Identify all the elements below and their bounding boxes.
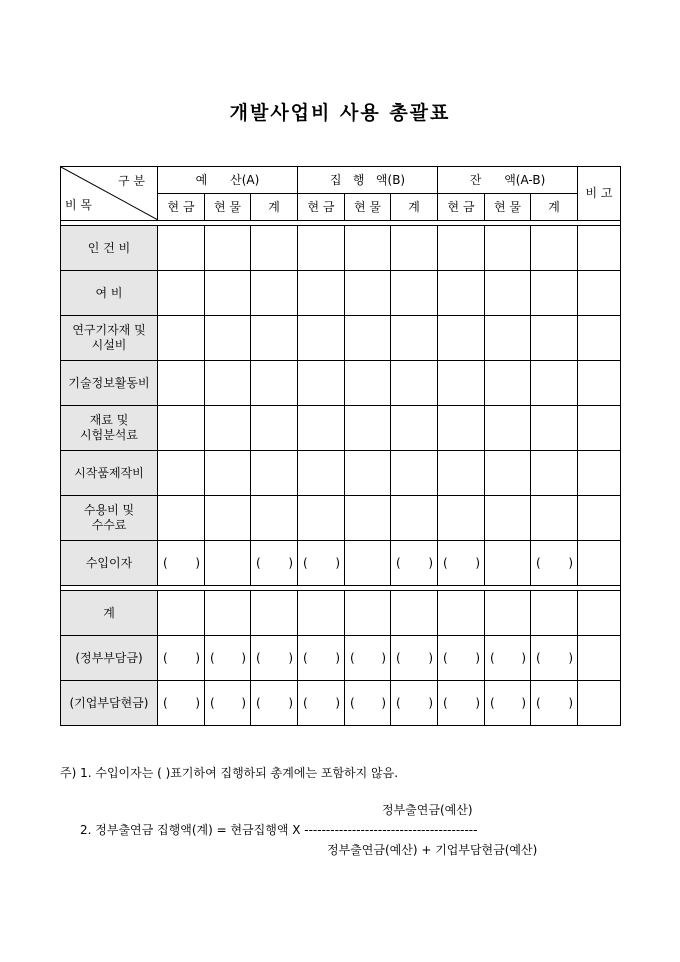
amount-cell[interactable] bbox=[251, 541, 298, 586]
amount-cell[interactable] bbox=[158, 361, 205, 406]
paren-open: ( bbox=[536, 695, 541, 710]
amount-cell[interactable] bbox=[391, 361, 438, 406]
paren-open: ( bbox=[210, 650, 215, 665]
table-row bbox=[61, 271, 621, 316]
row-label: (정부부담금) bbox=[61, 636, 158, 681]
amount-cell[interactable] bbox=[485, 681, 531, 726]
amount-cell[interactable] bbox=[251, 361, 298, 406]
budget-summary-table bbox=[60, 166, 621, 726]
amount-cell[interactable] bbox=[531, 636, 578, 681]
paren-open: ( bbox=[396, 555, 401, 570]
amount-cell[interactable] bbox=[438, 681, 485, 726]
amount-cell[interactable] bbox=[391, 226, 438, 271]
amount-cell[interactable] bbox=[531, 406, 578, 451]
amount-cell[interactable] bbox=[205, 636, 251, 681]
amount-cell[interactable] bbox=[391, 541, 438, 586]
header-bigo: 비 고 bbox=[578, 167, 621, 221]
paren-close: ) bbox=[521, 695, 526, 710]
sub-header-inkind: 현 물 bbox=[485, 194, 531, 221]
paren-open: ( bbox=[443, 695, 448, 710]
remark-cell[interactable] bbox=[578, 406, 621, 451]
paren-close: ) bbox=[568, 555, 573, 570]
amount-cell[interactable] bbox=[345, 316, 391, 361]
sub-header-cash: 현 금 bbox=[438, 194, 485, 221]
amount-cell[interactable] bbox=[531, 271, 578, 316]
remark-cell[interactable] bbox=[578, 316, 621, 361]
paren-close: ) bbox=[381, 650, 386, 665]
paren-close: ) bbox=[335, 650, 340, 665]
amount-cell[interactable] bbox=[345, 361, 391, 406]
remark-cell[interactable] bbox=[578, 496, 621, 541]
amount-cell[interactable] bbox=[391, 636, 438, 681]
remark-cell[interactable] bbox=[578, 271, 621, 316]
paren-open: ( bbox=[536, 650, 541, 665]
amount-cell[interactable] bbox=[391, 591, 438, 636]
amount-cell[interactable] bbox=[345, 591, 391, 636]
amount-cell[interactable] bbox=[485, 406, 531, 451]
remark-cell[interactable] bbox=[578, 636, 621, 681]
header-balance: 잔 액(A-B) bbox=[438, 167, 578, 194]
amount-cell[interactable] bbox=[158, 591, 205, 636]
paren-open: ( bbox=[256, 650, 261, 665]
amount-cell[interactable] bbox=[485, 271, 531, 316]
amount-cell[interactable] bbox=[531, 361, 578, 406]
sub-header-cash: 현 금 bbox=[298, 194, 345, 221]
paren-open: ( bbox=[163, 555, 168, 570]
amount-cell[interactable] bbox=[205, 591, 251, 636]
amount-cell[interactable] bbox=[298, 271, 345, 316]
row-label: 재료 및 시험분석료 bbox=[61, 406, 158, 451]
sub-header-inkind: 현 물 bbox=[345, 194, 391, 221]
row-label: (기업부담현금) bbox=[61, 681, 158, 726]
amount-cell[interactable] bbox=[298, 406, 345, 451]
amount-cell[interactable] bbox=[158, 451, 205, 496]
amount-cell[interactable] bbox=[438, 496, 485, 541]
amount-cell[interactable] bbox=[205, 316, 251, 361]
paren-open: ( bbox=[443, 650, 448, 665]
amount-cell[interactable] bbox=[345, 496, 391, 541]
remark-cell[interactable] bbox=[578, 451, 621, 496]
amount-cell[interactable] bbox=[438, 406, 485, 451]
table-row bbox=[61, 406, 621, 451]
table-row bbox=[61, 681, 621, 726]
paren-open: ( bbox=[490, 695, 495, 710]
amount-cell[interactable] bbox=[438, 636, 485, 681]
amount-cell[interactable] bbox=[485, 361, 531, 406]
amount-cell[interactable] bbox=[158, 541, 205, 586]
table-row bbox=[61, 591, 621, 636]
amount-cell[interactable] bbox=[158, 316, 205, 361]
amount-cell[interactable] bbox=[205, 226, 251, 271]
amount-cell[interactable] bbox=[345, 636, 391, 681]
table-row bbox=[61, 361, 621, 406]
paren-open: ( bbox=[163, 650, 168, 665]
page-title: 개발사업비 사용 총괄표 bbox=[229, 102, 451, 124]
sub-header-inkind: 현 물 bbox=[205, 194, 251, 221]
amount-cell[interactable] bbox=[158, 681, 205, 726]
amount-cell[interactable] bbox=[345, 451, 391, 496]
paren-open: ( bbox=[303, 650, 308, 665]
amount-cell[interactable] bbox=[251, 681, 298, 726]
paren-close: ) bbox=[521, 650, 526, 665]
paren-close: ) bbox=[288, 555, 293, 570]
paren-open: ( bbox=[256, 695, 261, 710]
amount-cell[interactable] bbox=[205, 541, 251, 586]
note-2-formula: 2. 정부출연금 집행액(계) = 현금집행액 X ---------------------------------------- bbox=[80, 823, 478, 837]
amount-cell[interactable] bbox=[438, 271, 485, 316]
amount-cell[interactable] bbox=[485, 636, 531, 681]
amount-cell[interactable] bbox=[298, 226, 345, 271]
paren-open: ( bbox=[536, 555, 541, 570]
row-label: 계 bbox=[61, 591, 158, 636]
paren-close: ) bbox=[568, 650, 573, 665]
amount-cell[interactable] bbox=[438, 591, 485, 636]
amount-cell[interactable] bbox=[298, 681, 345, 726]
amount-cell[interactable] bbox=[345, 541, 391, 586]
amount-cell[interactable] bbox=[205, 271, 251, 316]
amount-cell[interactable] bbox=[485, 226, 531, 271]
paren-open: ( bbox=[350, 695, 355, 710]
amount-cell[interactable] bbox=[485, 451, 531, 496]
amount-cell[interactable] bbox=[531, 541, 578, 586]
amount-cell[interactable] bbox=[485, 316, 531, 361]
paren-open: ( bbox=[396, 695, 401, 710]
amount-cell[interactable] bbox=[485, 496, 531, 541]
paren-close: ) bbox=[288, 695, 293, 710]
paren-close: ) bbox=[335, 555, 340, 570]
remark-cell[interactable] bbox=[578, 226, 621, 271]
paren-open: ( bbox=[350, 650, 355, 665]
paren-close: ) bbox=[335, 695, 340, 710]
paren-open: ( bbox=[303, 555, 308, 570]
paren-close: ) bbox=[475, 555, 480, 570]
paren-close: ) bbox=[195, 555, 200, 570]
amount-cell[interactable] bbox=[158, 406, 205, 451]
amount-cell[interactable] bbox=[205, 496, 251, 541]
amount-cell[interactable] bbox=[438, 541, 485, 586]
header-bimok: 비 목 bbox=[65, 198, 92, 212]
table-row bbox=[61, 316, 621, 361]
table-row bbox=[61, 636, 621, 681]
amount-cell[interactable] bbox=[345, 681, 391, 726]
table-row bbox=[61, 451, 621, 496]
remark-cell[interactable] bbox=[578, 681, 621, 726]
amount-cell[interactable] bbox=[158, 271, 205, 316]
row-label: 시작품제작비 bbox=[61, 451, 158, 496]
paren-close: ) bbox=[195, 650, 200, 665]
row-label: 기술정보활동비 bbox=[61, 361, 158, 406]
paren-close: ) bbox=[475, 695, 480, 710]
header-gubun: 구 분 bbox=[118, 174, 145, 188]
amount-cell[interactable] bbox=[345, 226, 391, 271]
amount-cell[interactable] bbox=[531, 316, 578, 361]
paren-close: ) bbox=[475, 650, 480, 665]
amount-cell[interactable] bbox=[531, 226, 578, 271]
paren-close: ) bbox=[428, 650, 433, 665]
amount-cell[interactable] bbox=[438, 361, 485, 406]
paren-close: ) bbox=[428, 555, 433, 570]
remark-cell[interactable] bbox=[578, 361, 621, 406]
sub-header-total: 계 bbox=[531, 194, 578, 221]
sub-header-cash: 현 금 bbox=[158, 194, 205, 221]
amount-cell[interactable] bbox=[298, 591, 345, 636]
note-1: 주) 1. 수입이자는 ( )표기하여 집행하되 총계에는 포함하지 않음. bbox=[60, 766, 399, 780]
paren-open: ( bbox=[490, 650, 495, 665]
paren-close: ) bbox=[288, 650, 293, 665]
amount-cell[interactable] bbox=[251, 316, 298, 361]
table-row bbox=[61, 541, 621, 586]
amount-cell[interactable] bbox=[485, 541, 531, 586]
header-executed: 집 행 액(B) bbox=[298, 167, 438, 194]
amount-cell[interactable] bbox=[298, 316, 345, 361]
amount-cell[interactable] bbox=[345, 271, 391, 316]
amount-cell[interactable] bbox=[438, 226, 485, 271]
table-row bbox=[61, 226, 621, 271]
paren-close: ) bbox=[241, 650, 246, 665]
paren-open: ( bbox=[443, 555, 448, 570]
amount-cell[interactable] bbox=[438, 316, 485, 361]
paren-close: ) bbox=[381, 695, 386, 710]
remark-cell[interactable] bbox=[578, 591, 621, 636]
paren-open: ( bbox=[256, 555, 261, 570]
amount-cell[interactable] bbox=[298, 361, 345, 406]
amount-cell[interactable] bbox=[298, 451, 345, 496]
sub-header-total: 계 bbox=[391, 194, 438, 221]
amount-cell[interactable] bbox=[438, 451, 485, 496]
row-label: 인 건 비 bbox=[61, 226, 158, 271]
paren-close: ) bbox=[241, 695, 246, 710]
amount-cell[interactable] bbox=[531, 681, 578, 726]
amount-cell[interactable] bbox=[251, 591, 298, 636]
amount-cell[interactable] bbox=[251, 406, 298, 451]
row-label: 수용비 및 수수료 bbox=[61, 496, 158, 541]
header-corner-cell bbox=[61, 167, 158, 221]
paren-open: ( bbox=[303, 695, 308, 710]
amount-cell[interactable] bbox=[158, 496, 205, 541]
amount-cell[interactable] bbox=[205, 406, 251, 451]
row-label: 여 비 bbox=[61, 271, 158, 316]
amount-cell[interactable] bbox=[251, 636, 298, 681]
note-2-numerator: 정부출연금(예산) bbox=[382, 803, 473, 817]
amount-cell[interactable] bbox=[391, 271, 438, 316]
amount-cell[interactable] bbox=[391, 496, 438, 541]
amount-cell[interactable] bbox=[158, 636, 205, 681]
amount-cell[interactable] bbox=[391, 406, 438, 451]
note-2-denominator: 정부출연금(예산) + 기업부담현금(예산) bbox=[327, 843, 538, 857]
amount-cell[interactable] bbox=[345, 406, 391, 451]
amount-cell[interactable] bbox=[251, 451, 298, 496]
paren-close: ) bbox=[568, 695, 573, 710]
amount-cell[interactable] bbox=[205, 451, 251, 496]
amount-cell[interactable] bbox=[251, 226, 298, 271]
amount-cell[interactable] bbox=[205, 681, 251, 726]
row-label: 수입이자 bbox=[61, 541, 158, 586]
amount-cell[interactable] bbox=[485, 591, 531, 636]
row-label: 연구기자재 및 시설비 bbox=[61, 316, 158, 361]
amount-cell[interactable] bbox=[531, 496, 578, 541]
paren-close: ) bbox=[195, 695, 200, 710]
paren-open: ( bbox=[396, 650, 401, 665]
paren-close: ) bbox=[428, 695, 433, 710]
paren-open: ( bbox=[163, 695, 168, 710]
paren-open: ( bbox=[210, 695, 215, 710]
remark-cell[interactable] bbox=[578, 541, 621, 586]
header-budget: 예 산(A) bbox=[158, 167, 298, 194]
amount-cell[interactable] bbox=[531, 591, 578, 636]
amount-cell[interactable] bbox=[391, 451, 438, 496]
amount-cell[interactable] bbox=[391, 316, 438, 361]
table-row bbox=[61, 496, 621, 541]
amount-cell[interactable] bbox=[298, 636, 345, 681]
amount-cell[interactable] bbox=[158, 226, 205, 271]
sub-header-total: 계 bbox=[251, 194, 298, 221]
amount-cell[interactable] bbox=[391, 681, 438, 726]
amount-cell[interactable] bbox=[298, 496, 345, 541]
amount-cell[interactable] bbox=[251, 271, 298, 316]
amount-cell[interactable] bbox=[251, 496, 298, 541]
amount-cell[interactable] bbox=[205, 361, 251, 406]
amount-cell[interactable] bbox=[531, 451, 578, 496]
amount-cell[interactable] bbox=[298, 541, 345, 586]
